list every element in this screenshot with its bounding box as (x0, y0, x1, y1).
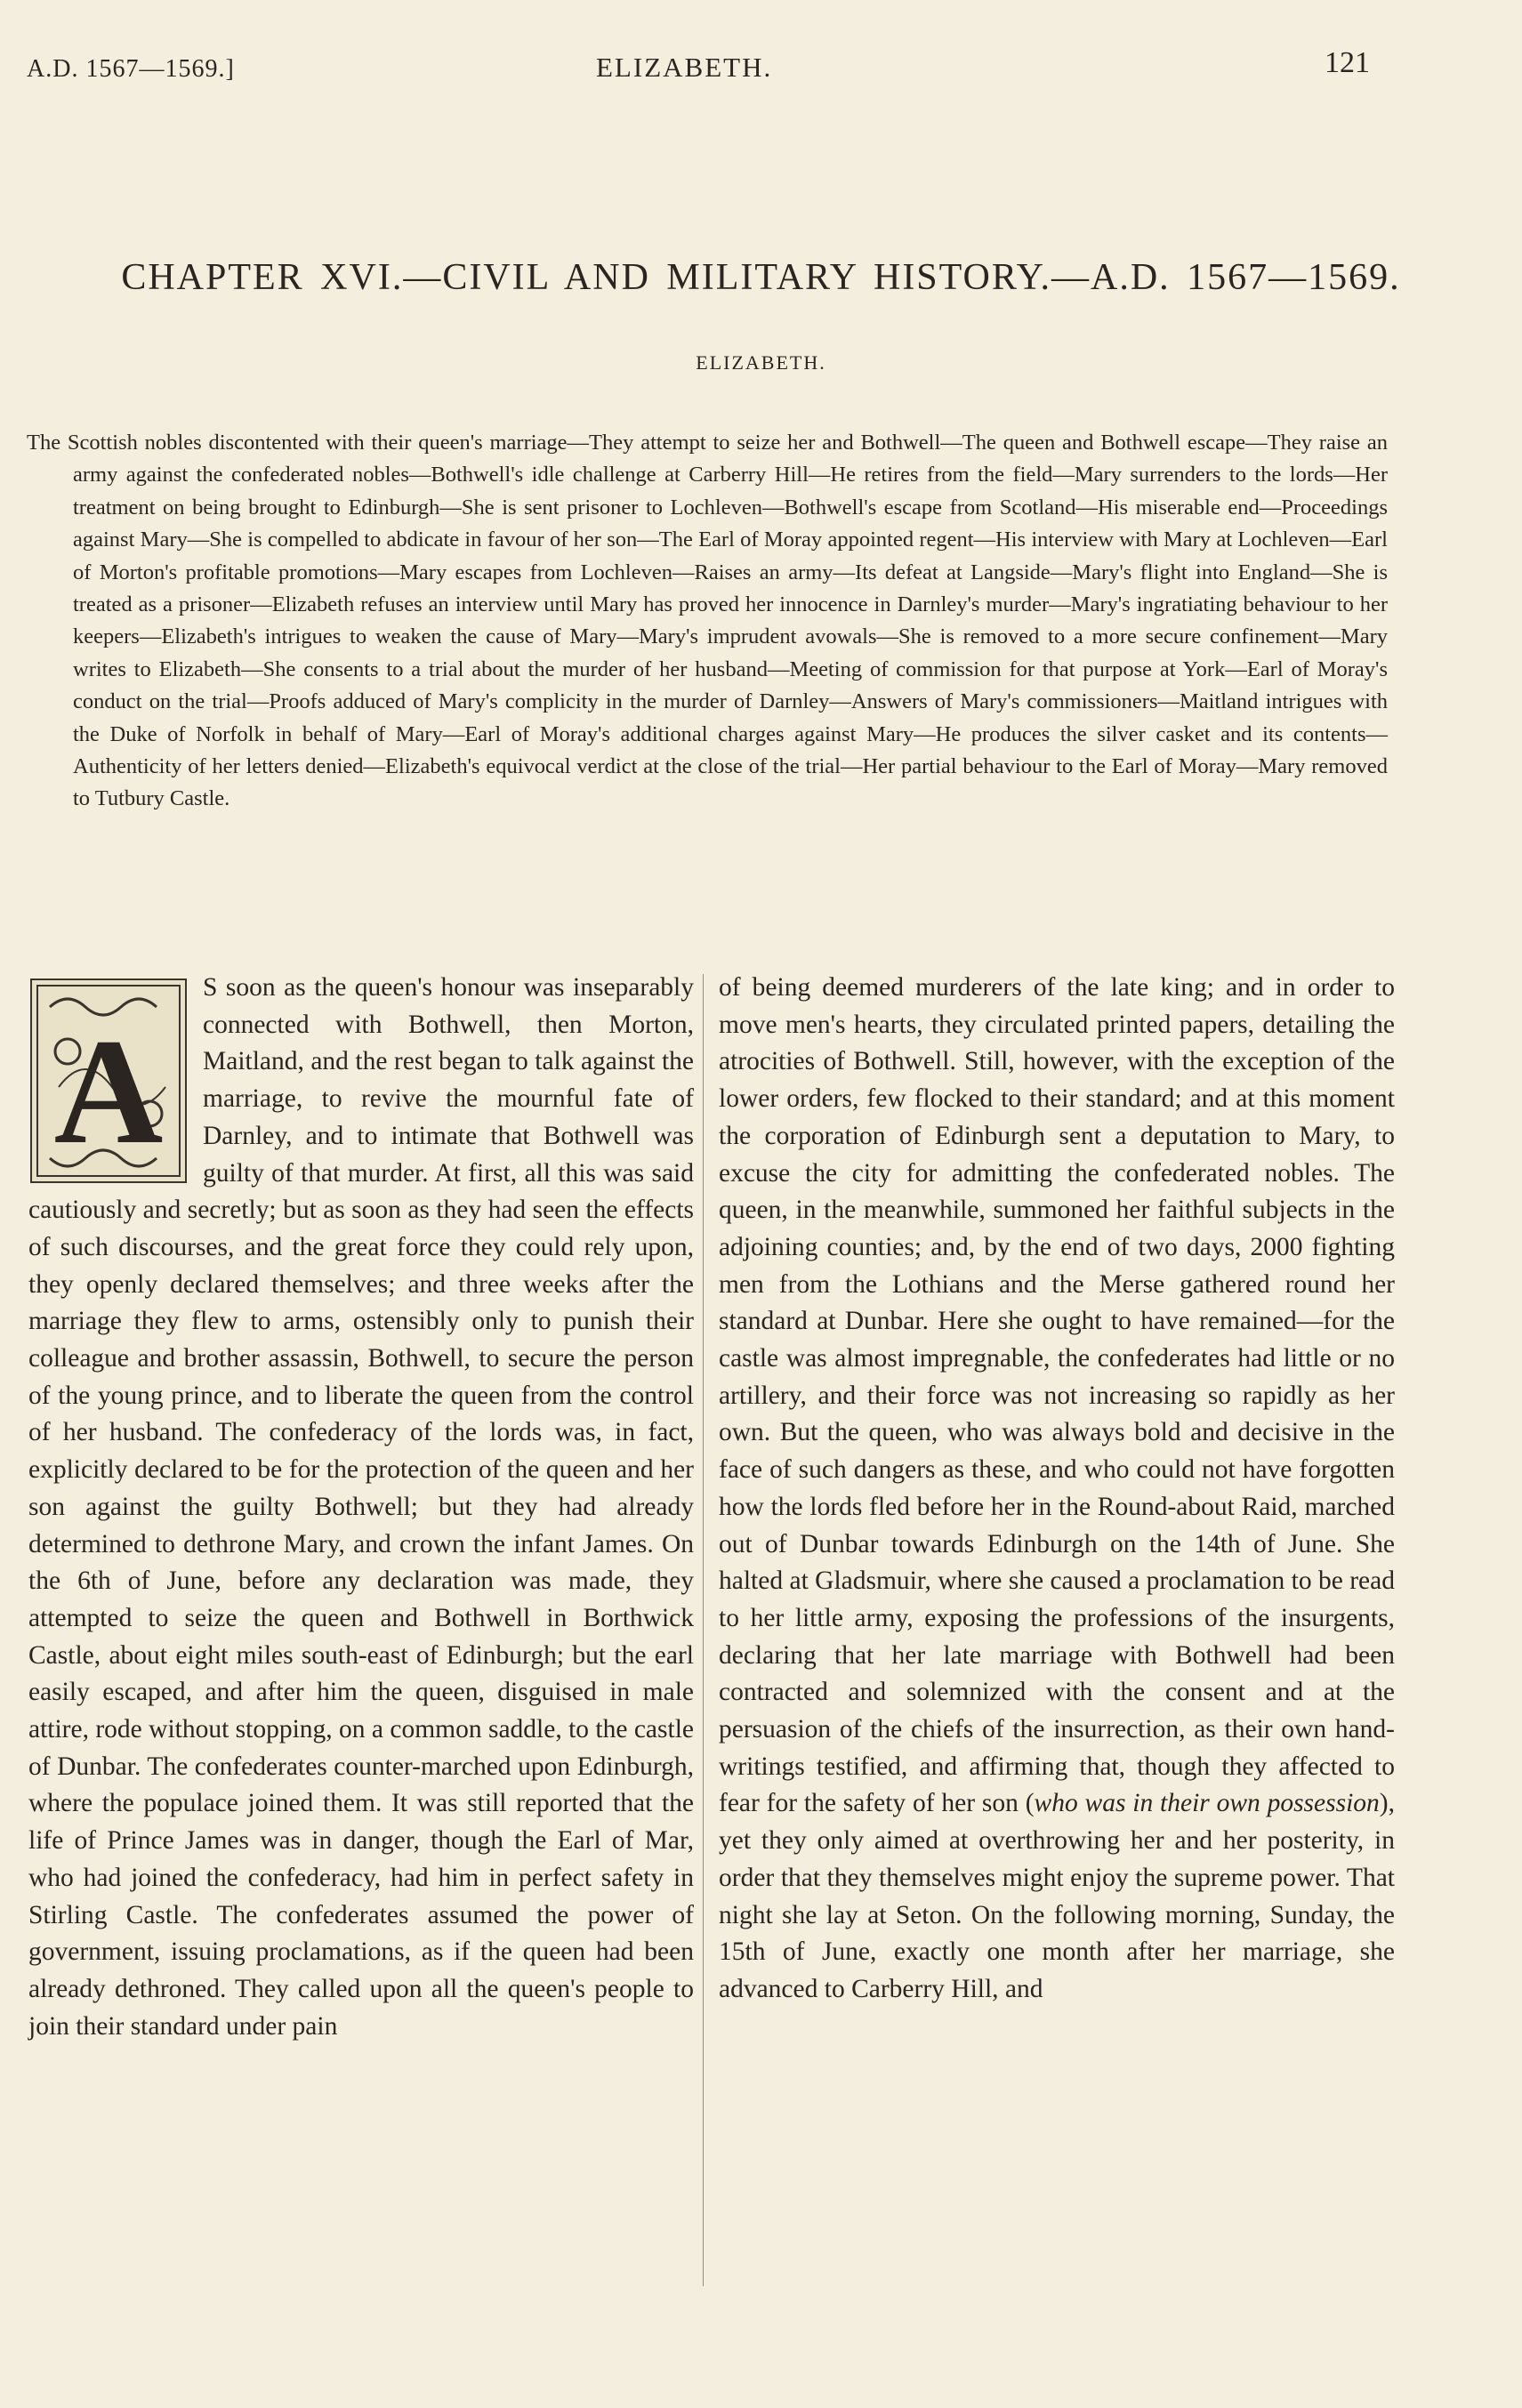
right-column-text-b: ), yet they only aimed at overthrowing her and her posterity, in order that they themselves might enjoy the supreme power. That night she lay at Seton. On the following morning, Sunday, the 15th of June, exactly one month after her marriage, she advanced to Carberry Hill, and (719, 1789, 1395, 2003)
chapter-synopsis (27, 427, 1388, 816)
running-head-title: ELIZABETH. (596, 52, 773, 83)
ornamental-initial-icon (32, 980, 185, 1181)
running-head-dates: A.D. 1567—1569.] (27, 55, 235, 83)
left-column (28, 970, 694, 2393)
right-column (719, 970, 1395, 2393)
chapter-subtitle: ELIZABETH. (696, 351, 826, 374)
column-divider (703, 974, 704, 2286)
left-column-text: S soon as the queen's honour was inseparably connected with Bothwell, then Morton, Maitland, and the rest began to talk against the marriage, to revive the mournful fate of Darnley, and to intimate that Bothwell was guilty of that murder. At first, all this was said cautiously and secretly; but as soon as they had seen the effects of such discourses, and the great force they could rely upon, they openly declared themselves; and three weeks after the marriage they flew to arms, ostensibly only to punish their colleague and brother assassin, Bothwell, to secure the person of the young prince, and to liberate the queen from the control of her husband. The confederacy of the lords was, in fact, explicitly declared to be for the protection of the queen and her son against the guilty Bothwell; but they had already determined to dethrone Mary, and crown the infant James. On the 6th of June, before any declaration was made, they attempted to seize the queen and Bothwell in Borthwick Castle, about eight miles south-east of Edinburgh; but the earl easily escaped, and after him the queen, disguised in male attire, rode without stopping, on a common saddle, to the castle of Dunbar. The confederates counter-marched upon Edinburgh, where the populace joined them. It was still reported that the life of Prince James was in danger, though the Earl of Mar, who had joined the confederacy, had him in perfect safety in Stirling Castle. The confederates assumed the power of government, issuing proclamations, as if the queen had been already dethroned. They called upon all the queen's people to join their standard under pain (28, 973, 694, 2041)
dropcap-ornament (30, 979, 187, 1183)
right-column-italic: who was in their own possession (1034, 1789, 1380, 1818)
running-head (27, 46, 1370, 91)
right-column-text-a: of being deemed murderers of the late king; and in order to move men's hearts, they circulated printed papers, detailing the atrocities of Bothwell. Still, however, with the exception of the lower orders, few flocked to their standard; and at this moment the corporation of Edinburgh sent a deputation to Mary, to excuse the city for admitting the confederated nobles. The queen, in the meanwhile, summoned her faithful subjects in the adjoining counties; and, by the end of two days, 2000 fighting men from the Lothians and the Merse gathered round her standard at Dunbar. Here she ought to have remained—for the castle was almost impregnable, the confederates had little or no artillery, and their force was not increasing so rapidly as her own. But the queen, who was always bold and decisive in the face of such dangers as these, and who could not have forgotten how the lords fled before her in the Round-about Raid, marched out of Dunbar towards Edinburgh on the 14th of June. She halted at Gladsmuir, where she caused a proclamation to be read to her little army, exposing the professions of the insurgents, declaring that her late marriage with Bothwell had been contracted and solemnized with the consent and at the persuasion of the chiefs of the insurrection, as their own hand-writings testified, and affirming that, though they affected to fear for the safety of her son ( (719, 973, 1395, 1818)
chapter-title: CHAPTER XVI.—CIVIL AND MILITARY HISTORY.—A.D. 1567—1569. (121, 257, 1401, 298)
synopsis-text: The Scottish nobles discontented with their queen's marriage—They attempt to seize her and Bothwell—The queen and Bothwell escape—They raise an army against the confederated nobles—Bothwell's idle challenge at Carberry Hill—He retires from the field—Mary surrenders to the lords—Her treatment on being brought to Edinburgh—She is sent prisoner to Lochleven—Bothwell's escape from Scotland—His miserable end—Proceedings against Mary—She is compelled to abdicate in favour of her son—The Earl of Moray appointed regent—His interview with Mary at Lochleven—Earl of Morton's profitable promotions—Mary escapes from Lochleven—Raises an army—Its defeat at Langside—Mary's flight into England—She is treated as a prisoner—Elizabeth refuses an interview until Mary has proved her innocence in Darnley's murder—Mary's ingratiating behaviour to her keepers—Elizabeth's intrigues to weaken the cause of Mary—Mary's imprudent avowals—She is removed to a more secure confinement—Mary writes to Elizabeth—She consents to a trial about the murder of her husband—Meeting of commission for that purpose at York—Earl of Moray's conduct on the trial—Proofs adduced of Mary's complicity in the murder of Darnley—Answers of Mary's commissioners—Maitland intrigues with the Duke of Norfolk in behalf of Mary—Earl of Moray's additional charges against Mary—He produces the silver casket and its contents—Authenticity of her letters denied—Elizabeth's equivocal verdict at the close of the trial—Her partial behaviour to the Earl of Moray—Mary removed to Tutbury Castle. (27, 431, 1388, 811)
dropcap-letter: A (53, 1008, 164, 1175)
page-number: 121 (1325, 46, 1370, 79)
right-column-paragraph (719, 970, 1395, 2009)
